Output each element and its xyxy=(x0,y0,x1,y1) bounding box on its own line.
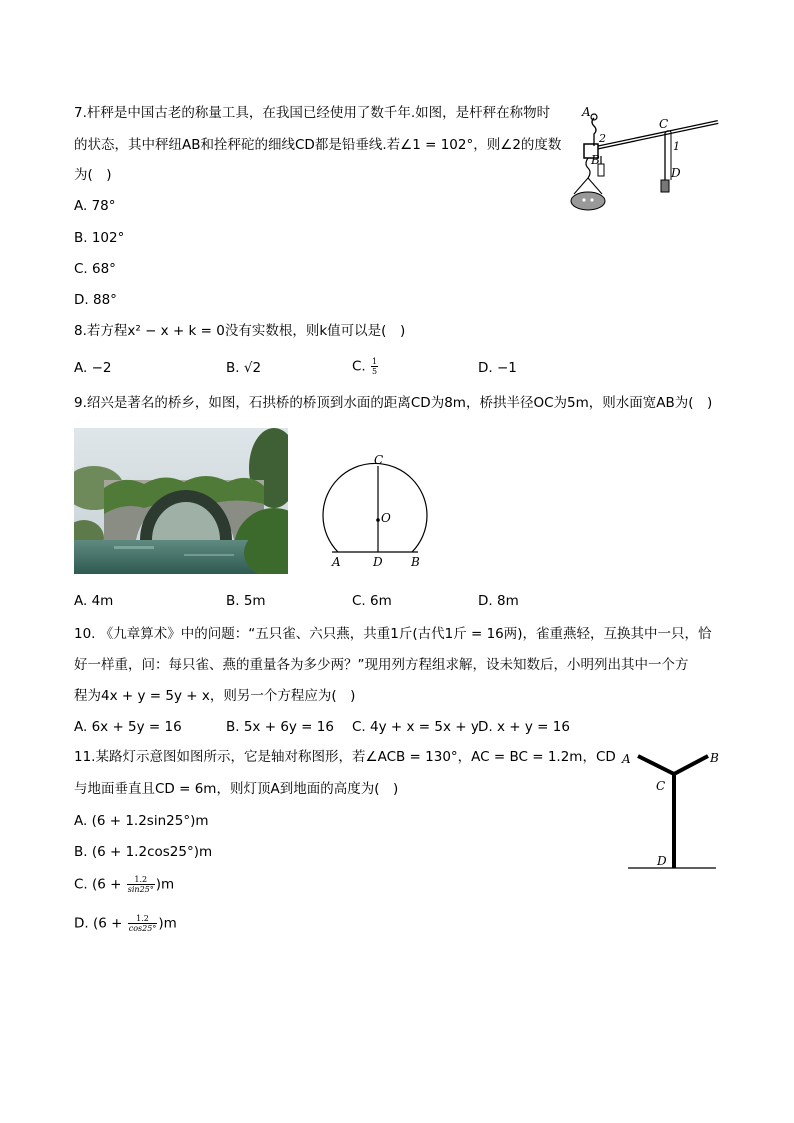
q9-option-d[interactable]: D. 8m xyxy=(478,593,519,609)
q8-option-c-den: 5 xyxy=(372,367,378,376)
q10-option-b[interactable]: B. 5x + 6y = 16 xyxy=(226,719,334,735)
q9-option-a[interactable]: A. 4m xyxy=(74,593,114,609)
q7-line3: 为( ) xyxy=(74,167,112,183)
q11-option-d-prefix: D. (6 + xyxy=(74,915,127,932)
label-angle2: 2 xyxy=(599,132,606,145)
q7-option-a[interactable]: A. 78° xyxy=(74,198,116,214)
q8-option-b[interactable]: B. √2 xyxy=(226,360,262,376)
label-angle1: 1 xyxy=(673,140,680,153)
label-c: C xyxy=(659,117,669,131)
q11-option-c-suffix: )m xyxy=(155,876,175,893)
q11-option-d[interactable] xyxy=(74,914,177,933)
q11-option-d-num: 1.2 xyxy=(128,914,158,924)
arch-label-b: B xyxy=(411,555,420,569)
q9-line1: 9.绍兴是著名的桥乡，如图，石拱桥的桥顶到水面的距离CD为8m，桥拱半径OC为5m，则水面宽AB为( ) xyxy=(74,395,713,411)
arch-label-o: O xyxy=(381,511,391,525)
label-b: B xyxy=(591,153,600,167)
q10-line3: 程为4x + y = 5y + x，则另一个方程应为( ) xyxy=(74,688,356,704)
lamp-label-c: C xyxy=(656,779,666,793)
q11-option-d-den: cos25° xyxy=(128,924,157,933)
q11-option-d-suffix: )m xyxy=(158,915,177,932)
q10-line1: 10. 《九章算术》中的问题：“五只雀、六只燕，共重1斤(古代1斤 = 16两)，雀重燕轻，互换其中一只，恰 xyxy=(74,626,712,642)
q11-option-a[interactable]: A. (6 + 1.2sin25°)m xyxy=(74,813,209,829)
q8-option-d[interactable]: D. −1 xyxy=(478,360,517,376)
q11-line1: 11.某路灯示意图如图所示，它是轴对称图形，若∠ACB = 130°，AC = BC = 1.2m，CD xyxy=(74,749,616,765)
label-d: D xyxy=(671,166,681,180)
q10-option-a[interactable]: A. 6x + 5y = 16 xyxy=(74,719,182,735)
q8-option-c-letter: C. xyxy=(352,358,366,375)
street-lamp-figure xyxy=(618,748,728,874)
arch-label-c: C xyxy=(374,453,384,467)
q7-option-b[interactable]: B. 102° xyxy=(74,230,125,246)
q11-option-c-den: sin25° xyxy=(127,885,154,894)
q11-line2: 与地面垂直且CD = 6m，则灯顶A到地面的高度为( ) xyxy=(74,781,399,797)
q7-line1: 7.杆秤是中国古老的称量工具，在我国已经使用了数千年.如图，是杆秤在称物时 xyxy=(74,105,551,121)
q8-option-a[interactable]: A. −2 xyxy=(74,360,112,376)
q9-option-c[interactable]: C. 6m xyxy=(352,593,392,609)
q8-option-c[interactable] xyxy=(352,357,379,376)
steelyard-figure xyxy=(560,100,725,215)
q8-option-c-num: 1 xyxy=(372,357,378,366)
q9-option-b[interactable]: B. 5m xyxy=(226,593,266,609)
lamp-label-b: B xyxy=(710,751,719,765)
q11-option-b[interactable]: B. (6 + 1.2cos25°)m xyxy=(74,844,213,860)
q10-option-d[interactable]: D. x + y = 16 xyxy=(478,719,570,735)
q10-option-c[interactable]: C. 4y + x = 5x + y xyxy=(352,719,479,735)
q7-option-c[interactable]: C. 68° xyxy=(74,261,116,277)
arch-label-a: A xyxy=(332,555,341,569)
lamp-label-a: A xyxy=(622,752,631,766)
label-a: A xyxy=(582,105,591,119)
lamp-label-d: D xyxy=(657,854,667,868)
q11-option-c-prefix: C. (6 + xyxy=(74,876,126,893)
q8-line1: 8.若方程x² − x + k = 0没有实数根，则k值可以是( ) xyxy=(74,323,406,339)
q7-option-d[interactable]: D. 88° xyxy=(74,292,117,308)
q10-line2: 好一样重，问：每只雀、燕的重量各为多少两？”现用列方程组求解，设未知数后，小明列出其中一个方 xyxy=(74,657,689,673)
q7-line2: 的状态，其中秤纽AB和拴秤砣的细线CD都是铅垂线.若∠1 = 102°，则∠2的度数 xyxy=(74,137,562,153)
q11-option-c-num: 1.2 xyxy=(127,875,155,885)
q11-option-c[interactable] xyxy=(74,875,174,894)
stone-bridge-photo xyxy=(74,428,288,574)
arch-diagram xyxy=(322,452,432,572)
arch-label-d: D xyxy=(373,555,383,569)
